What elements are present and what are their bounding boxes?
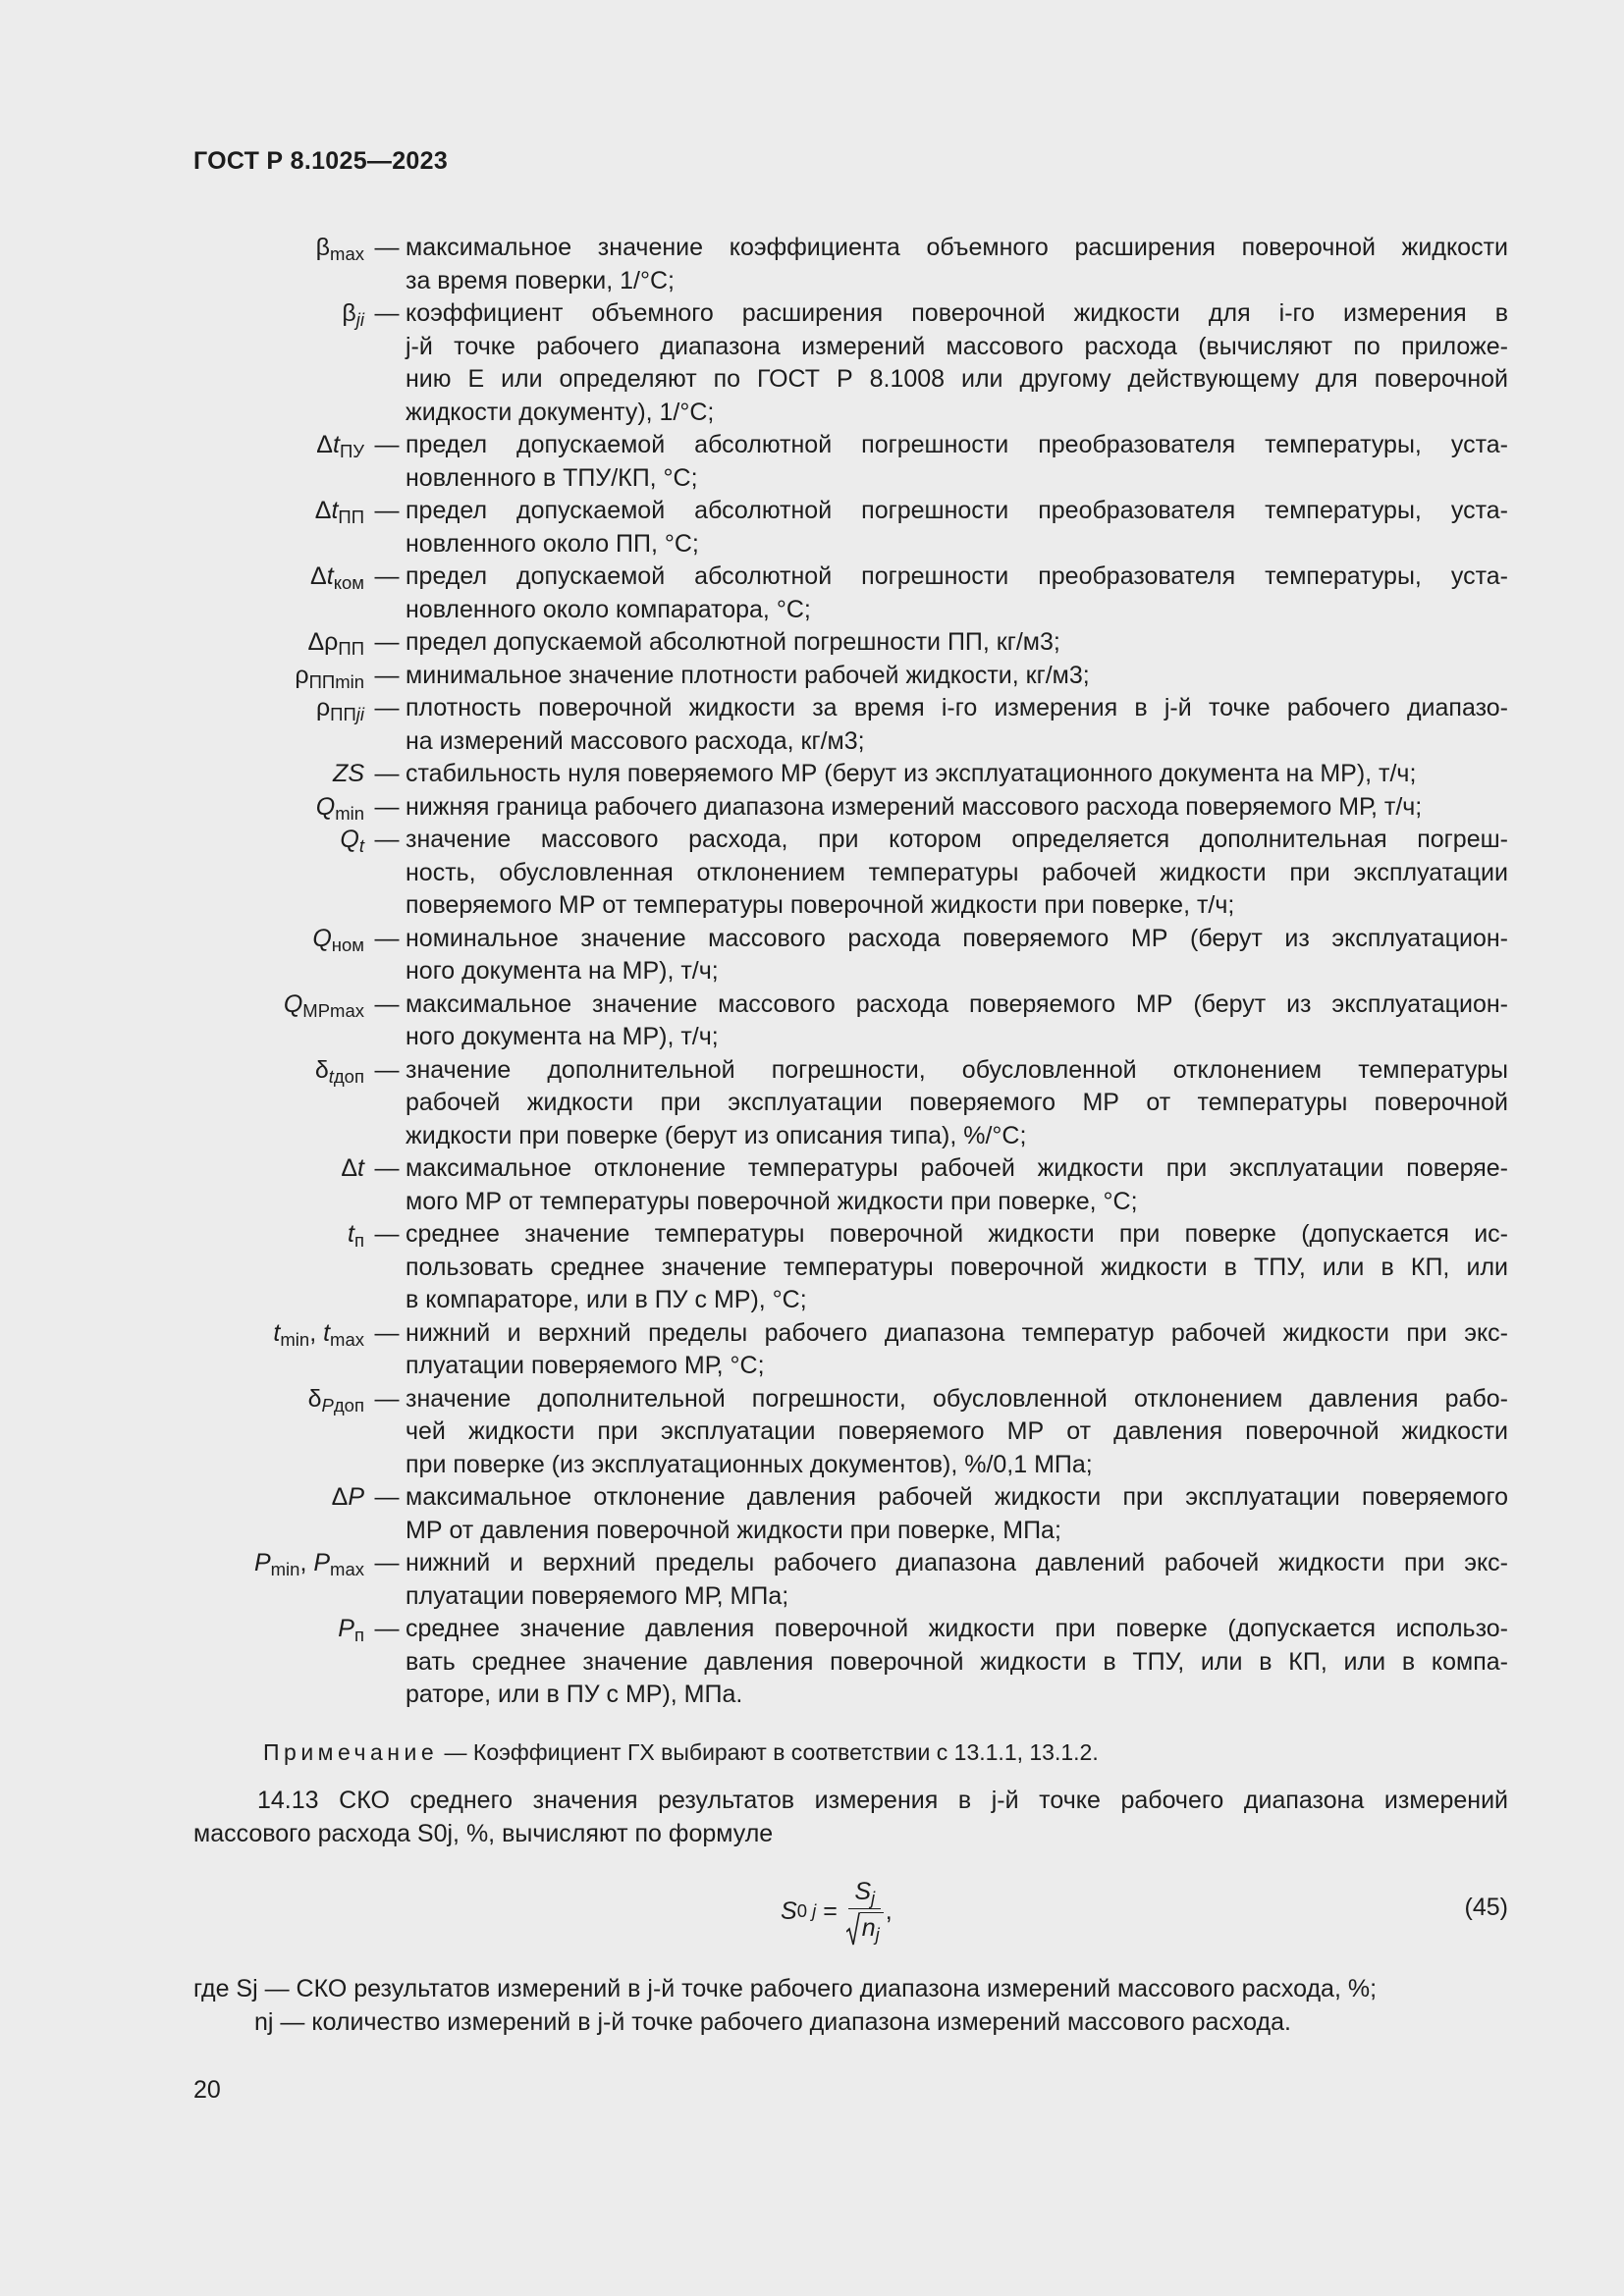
symbol: $\rho_{ППmin}$: [295, 661, 364, 692]
definition-item: $\rho_{ППji}$ — плотность поверочной жидкости за время i-го измерения в j-й точке рабочего диапазо- на измерений массового расхода, кг/м3;: [193, 692, 1508, 758]
formula-number: (45): [1464, 1894, 1508, 1921]
definition-item: $Q_{min}$ — нижняя граница рабочего диапазона измерений массового расхода поверяемого МР, т/ч;: [193, 791, 1508, 825]
legend-row: где Sj — СКО результатов измерений в j-й точке рабочего диапазона измерений массового расхода, %;: [193, 1975, 1378, 2002]
legend-row: nj — количество измерений в j-й точке рабочего диапазона измерений массового расхода.: [254, 2008, 1291, 2036]
symbol: $\beta_{ji}$: [342, 299, 364, 331]
definition-item: $\delta_{tдоп}$ — значение дополнительной погрешности, обусловленной отклонением температуры рабочей жидкости при эксплуатации поверяемого МР от температуры поверочной жидкости при поверке (берут из описания типа), %/°С;: [193, 1054, 1508, 1153]
note-text: — Коэффициент ГХ выбирают в соответствии с 13.1.1, 13.1.2.: [444, 1739, 1099, 1765]
definition-item: $\Delta\rho_{ПП}$ — предел допускаемой абсолютной погрешности ПП, кг/м3;: [193, 626, 1508, 660]
symbol: $\Delta t_{ПУ}$: [316, 431, 364, 462]
definition-item: $\beta_{max}$ — максимальное значение коэффициента объемного расширения поверочной жидкости за время поверки, 1/°С;: [193, 232, 1508, 297]
note-label: Примечание: [263, 1739, 439, 1765]
formula-fraction: $\frac{S_j}{n_j}$: [846, 1878, 884, 1946]
definition-item: $\Delta t_{ПП}$ — предел допускаемой абсолютной погрешности преобразователя температуры, уста- новленного около ПП, °С;: [193, 495, 1508, 561]
symbol: $Q_{МРmax}$: [283, 989, 364, 1021]
definition-item: ΔP — максимальное отклонение давления рабочей жидкости при эксплуатации поверяемого МР от давления поверочной жидкости при поверке, МПа;: [193, 1481, 1508, 1547]
symbol: $t_п$: [348, 1220, 364, 1252]
definition-item: $t_п$ — среднее значение температуры поверочной жидкости при поверке (допускается ис- пользовать среднее значение температуры поверочной жидкости в ТПУ, или в КП, или в компараторе, или в ПУ с МР), °С;: [193, 1218, 1508, 1317]
symbol: $t_{min}$, $t_{max}$: [273, 1318, 364, 1350]
symbol: ΔP: [331, 1483, 364, 1511]
definitions-list: [193, 232, 1508, 1712]
symbol: $Q_{min}$: [315, 792, 364, 824]
definition-item: $Q_{МРmax}$ — максимальное значение массового расхода поверяемого МР (берут из эксплуатацион- ного документа на МР), т/ч;: [193, 988, 1508, 1054]
symbol: $Q_{ном}$: [312, 924, 364, 955]
symbol: ZS: [333, 760, 364, 787]
symbol: $Q_t$: [340, 826, 364, 857]
definition-item: $\Delta t_{ком}$ — предел допускаемой абсолютной погрешности преобразователя температуры, уста- новленного около компаратора, °С;: [193, 561, 1508, 626]
definition-item: $Q_{ном}$ — номинальное значение массового расхода поверяемого МР (берут из эксплуатацион- ного документа на МР), т/ч;: [193, 923, 1508, 988]
symbol: $P_п$: [338, 1615, 364, 1646]
definition-item: $P_п$ — среднее значение давления поверочной жидкости при поверке (допускается использо- вать среднее значение давления поверочной жидкости в ТПУ, или в КП, или в компа- раторе, или в ПУ с МР), МПа.: [193, 1613, 1508, 1712]
definition-item: ZS — стабильность нуля поверяемого МР (берут из эксплуатационного документа на МР), т/ч;: [193, 758, 1508, 791]
symbol: $\Delta t_{ком}$: [310, 562, 364, 594]
definition-item: $\rho_{ППmin}$ — минимальное значение плотности рабочей жидкости, кг/м3;: [193, 660, 1508, 693]
symbol: $\beta_{max}$: [315, 234, 364, 265]
paragraph-14-13: 14.13 СКО среднего значения результатов измерения в j-й точке рабочего диапазона измерений массового расхода S0j, %, вычисляют по формуле: [193, 1787, 1508, 1847]
definition-item: $\beta_{ji}$ — коэффициент объемного расширения поверочной жидкости для i-го измерения в j-й точке рабочего диапазона измерений массового расхода (вычисляют по приложе- нию Е или определяют по ГОСТ Р 8.1008 или другому действующему для поверочной жидкости документу), 1/°С;: [193, 297, 1508, 429]
definition-item: $Q_t$ — значение массового расхода, при котором определяется дополнительная погреш- ность, обусловленная отклонением температуры рабочей жидкости при эксплуатации поверяемого МР от температуры поверочной жидкости при поверке, т/ч;: [193, 824, 1508, 923]
symbol: $\Delta t_{ПП}$: [314, 497, 364, 528]
symbol: $P_{min}$, $P_{max}$: [253, 1549, 364, 1580]
symbol: Δt: [341, 1154, 364, 1182]
symbol: $\delta_{Pдоп}$: [307, 1384, 364, 1415]
symbol: $\rho_{ППji}$: [315, 694, 364, 725]
sqrt-symbol: $n_j$: [846, 1912, 884, 1946]
definition-item: $P_{min}$, $P_{max}$ — нижний и верхний пределы рабочего диапазона давлений рабочей жидкости при экс- плуатации поверяемого МР, МПа;: [193, 1547, 1508, 1613]
document-header: ГОСТ Р 8.1025—2023: [193, 147, 449, 175]
definition-item: $\Delta t_{ПУ}$ — предел допускаемой абсолютной погрешности преобразователя температуры, уста- новленного в ТПУ/КП, °С;: [193, 429, 1508, 495]
page-number: 20: [193, 2076, 221, 2104]
definition-item: $t_{min}$, $t_{max}$ — нижний и верхний пределы рабочего диапазона температур рабочей жидкости при экс- плуатации поверяемого МР, °С;: [193, 1317, 1508, 1383]
definition-item: Δt — максимальное отклонение температуры рабочей жидкости при эксплуатации поверяе- мого МР от температуры поверочной жидкости при поверке, °С;: [193, 1152, 1508, 1218]
formula-45: S 0 j = $\frac{S_j}{n_j}$ ,: [781, 1877, 893, 1945]
definition-item: $\delta_{Pдоп}$ — значение дополнительной погрешности, обусловленной отклонением давления рабо- чей жидкости при эксплуатации поверяемого МР от давления поверочной жидкости при поверке (из эксплуатационных документов), %/0,1 МПа;: [193, 1383, 1508, 1482]
symbol: $\delta_{tдоп}$: [314, 1055, 364, 1087]
symbol: $\Delta\rho_{ПП}$: [307, 628, 364, 660]
formula-legend: [193, 1972, 1508, 2039]
note: [263, 1739, 1099, 1766]
